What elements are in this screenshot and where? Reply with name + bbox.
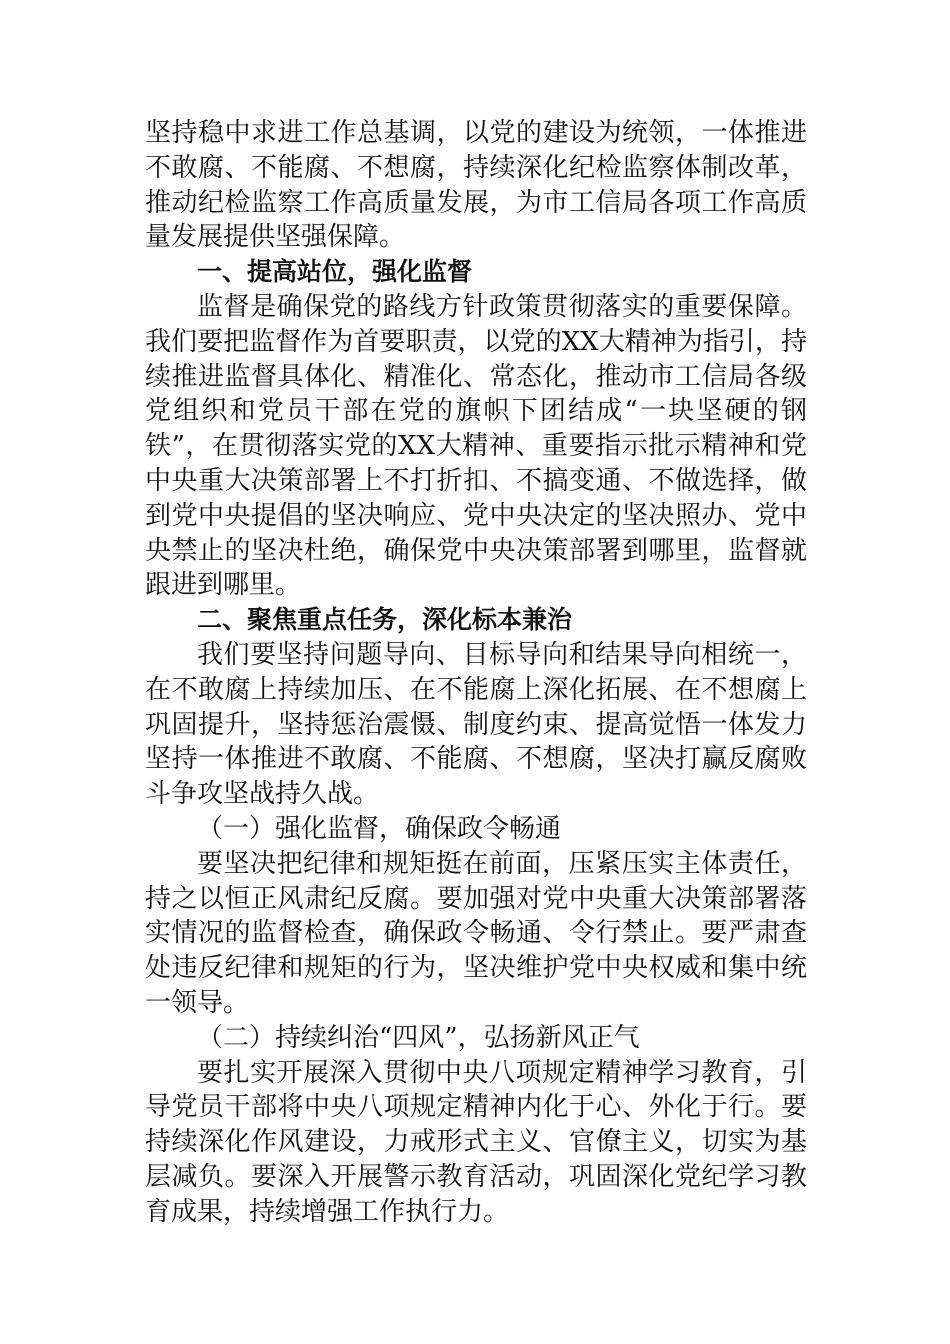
section-paragraph-2: 我们要坚持问题导向、目标导向和结果导向相统一，在不敢腐上持续加压、在不能腐上深化拓展、在不想腐上巩固提升，坚持惩治震慑、制度约束、提高觉悟一体发力坚持一体推进不敢腐、不能腐、不想腐，坚决打赢反腐败斗争攻坚战持久战。 <box>145 639 807 810</box>
subsection-paragraph-1: 要坚决把纪律和规矩挺在前面，压紧压实主体责任，持之以恒正风肃纪反腐。要加强对党中央重大决策部署落实情况的监督检查，确保政令畅通、令行禁止。要严肃查处违反纪律和规矩的行为，坚决维护党中央权威和集中统一领导。 <box>145 848 807 1018</box>
subsection-heading-2: （二）持续纠治“四风”，弘扬新风正气 <box>197 1022 640 1053</box>
intro-paragraph: 坚持稳中求进工作总基调，以党的建设为统领，一体推进不敢腐、不能腐、不想腐，持续深化纪检监察体制改革，推动纪检监察工作高质量发展，为市工信局各项工作高质量发展提供坚强保障。 <box>145 118 807 253</box>
section-heading-1: 一、提高站位，强化监督 <box>197 257 473 287</box>
section-paragraph-1: 监督是确保党的路线方针政策贯彻落实的重要保障。我们要把监督作为首要职责，以党的XX大精神为指引，持续推进监督具体化、精准化、常态化，推动市工信局各级党组织和党员干部在党的旗帜下团结成“一块坚硬的钢铁”，在贯彻落实党的XX大精神、重要指示批示精神和党中央重大决策部署上不打折扣、不搞变通、不做选择，做到党中央提倡的坚决响应、党中央决定的坚决照办、党中央禁止的坚决杜绝，确保党中央决策部署到哪里，监督就跟进到哪里。 <box>145 291 807 601</box>
subsection-paragraph-2: 要扎实开展深入贯彻中央八项规定精神学习教育，引导党员干部将中央八项规定精神内化于心、外化于行。要持续深化作风建设，力戒形式主义、官僚主义，切实为基层减负。要深入开展警示教育活动，巩固深化党纪学习教育成果，持续增强工作执行力。 <box>145 1057 807 1227</box>
section-heading-2: 二、聚焦重点任务，深化标本兼治 <box>197 605 573 635</box>
subsection-heading-1: （一）强化监督，确保政令畅通 <box>197 813 562 844</box>
document-body <box>145 116 807 1230</box>
